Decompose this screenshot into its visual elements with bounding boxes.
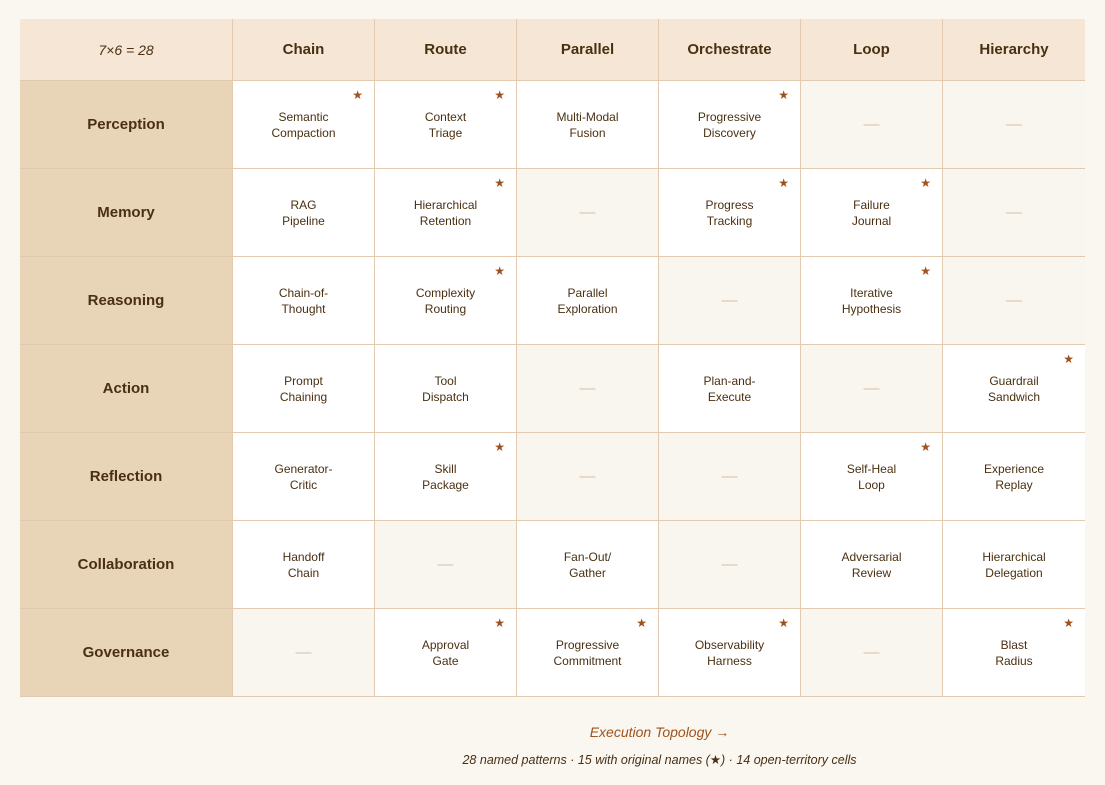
dash-icon: — xyxy=(721,467,738,485)
row-header-governance: Governance xyxy=(20,609,233,697)
column-header-route: Route xyxy=(375,19,517,81)
pattern-name: Plan-and- Execute xyxy=(703,373,756,404)
star-icon: ★ xyxy=(494,440,505,454)
star-icon: ★ xyxy=(352,88,363,102)
pattern-name: Adversarial Review xyxy=(841,549,902,580)
pattern-cell xyxy=(801,521,943,609)
pattern-cell xyxy=(517,609,659,697)
pattern-matrix xyxy=(20,19,1085,697)
pattern-name: Skill Package xyxy=(422,461,469,492)
pattern-name: Failure Journal xyxy=(851,197,892,228)
row-header-reasoning: Reasoning xyxy=(20,257,233,345)
pattern-name: Semantic Compaction xyxy=(271,109,336,140)
open-territory-cell xyxy=(659,433,801,521)
open-territory-cell xyxy=(517,345,659,433)
star-icon: ★ xyxy=(920,264,931,278)
pattern-cell xyxy=(801,433,943,521)
pattern-name: Progress Tracking xyxy=(705,197,754,228)
pattern-cell xyxy=(659,169,801,257)
dash-icon: — xyxy=(863,643,880,661)
dash-icon: — xyxy=(1006,291,1022,309)
pattern-name: Iterative Hypothesis xyxy=(841,285,902,316)
pattern-name: Approval Gate xyxy=(421,637,470,668)
pattern-name: Experience Replay xyxy=(983,461,1045,492)
row-header-reflection: Reflection xyxy=(20,433,233,521)
pattern-cell xyxy=(233,81,375,169)
star-icon: ★ xyxy=(494,88,505,102)
pattern-cell xyxy=(659,81,801,169)
pattern-cell xyxy=(517,521,659,609)
pattern-cell xyxy=(375,433,517,521)
star-icon: ★ xyxy=(778,88,789,102)
pattern-cell xyxy=(943,433,1085,521)
pattern-cell xyxy=(233,345,375,433)
dash-icon: — xyxy=(295,643,312,661)
summary-caption: 28 named patterns · 15 with original names (★) · 14 open-territory cells xyxy=(462,753,857,767)
pattern-name: Hierarchical Retention xyxy=(413,197,478,228)
column-header-hierarchy: Hierarchy xyxy=(943,19,1085,81)
open-territory-cell xyxy=(659,257,801,345)
pattern-name: Parallel Exploration xyxy=(557,285,618,316)
star-icon: ★ xyxy=(778,176,789,190)
open-territory-cell xyxy=(233,609,375,697)
pattern-cell xyxy=(375,81,517,169)
pattern-cell xyxy=(517,81,659,169)
column-header-orchestrate: Orchestrate xyxy=(659,19,801,81)
dash-icon: — xyxy=(579,203,596,221)
star-icon: ★ xyxy=(494,176,505,190)
open-territory-cell xyxy=(943,257,1085,345)
row-header-perception: Perception xyxy=(20,81,233,169)
pattern-name: Chain-of- Thought xyxy=(278,285,329,316)
open-territory-cell xyxy=(517,433,659,521)
pattern-name: Fan-Out/ Gather xyxy=(563,549,612,580)
pattern-name: Context Triage xyxy=(424,109,467,140)
open-territory-cell xyxy=(943,81,1085,169)
pattern-cell xyxy=(659,345,801,433)
pattern-name: Blast Radius xyxy=(995,637,1033,668)
matrix-dimensions-label: 7×6 = 28 xyxy=(20,19,233,81)
column-header-parallel: Parallel xyxy=(517,19,659,81)
pattern-cell xyxy=(943,345,1085,433)
pattern-cell xyxy=(659,609,801,697)
pattern-name: Progressive Discovery xyxy=(697,109,762,140)
star-icon: ★ xyxy=(1063,616,1074,630)
pattern-name: Prompt Chaining xyxy=(279,373,328,404)
pattern-name: Hierarchical Delegation xyxy=(982,549,1046,580)
pattern-cell xyxy=(233,257,375,345)
dash-icon: — xyxy=(437,555,454,573)
star-icon: ★ xyxy=(920,440,931,454)
row-header-collaboration: Collaboration xyxy=(20,521,233,609)
pattern-cell xyxy=(233,521,375,609)
open-territory-cell xyxy=(943,169,1085,257)
star-icon: ★ xyxy=(636,616,647,630)
pattern-cell xyxy=(517,257,659,345)
row-header-memory: Memory xyxy=(20,169,233,257)
dash-icon: — xyxy=(579,467,596,485)
pattern-name: Progressive Commitment xyxy=(553,637,622,668)
column-header-loop: Loop xyxy=(801,19,943,81)
row-header-action: Action xyxy=(20,345,233,433)
pattern-name: Self-Heal Loop xyxy=(846,461,897,492)
dash-icon: — xyxy=(863,379,880,397)
pattern-cell xyxy=(233,169,375,257)
pattern-name: Tool Dispatch xyxy=(422,373,469,404)
pattern-cell xyxy=(375,609,517,697)
dash-icon: — xyxy=(721,555,738,573)
dash-icon: — xyxy=(721,291,738,309)
column-header-chain: Chain xyxy=(233,19,375,81)
pattern-name: Multi-Modal Fusion xyxy=(556,109,619,140)
pattern-cell xyxy=(375,257,517,345)
topology-axis-label: Execution Topology → xyxy=(589,724,730,740)
star-icon: ★ xyxy=(494,264,505,278)
star-icon: ★ xyxy=(494,616,505,630)
open-territory-cell xyxy=(517,169,659,257)
pattern-name: Generator- Critic xyxy=(274,461,333,492)
pattern-name: RAG Pipeline xyxy=(282,197,325,228)
pattern-cell xyxy=(375,345,517,433)
pattern-name: Complexity Routing xyxy=(415,285,476,316)
open-territory-cell xyxy=(801,609,943,697)
star-icon: ★ xyxy=(778,616,789,630)
pattern-cell xyxy=(801,257,943,345)
pattern-name: Handoff Chain xyxy=(282,549,325,580)
star-icon: ★ xyxy=(920,176,931,190)
pattern-cell xyxy=(801,169,943,257)
pattern-cell xyxy=(943,609,1085,697)
star-icon: ★ xyxy=(1063,352,1074,366)
dash-icon: — xyxy=(863,115,880,133)
dash-icon: — xyxy=(1006,203,1022,221)
open-territory-cell xyxy=(801,81,943,169)
pattern-name: Observability Harness xyxy=(694,637,765,668)
open-territory-cell xyxy=(375,521,517,609)
dash-icon: — xyxy=(579,379,596,397)
pattern-cell xyxy=(233,433,375,521)
dash-icon: — xyxy=(1006,115,1022,133)
pattern-cell xyxy=(375,169,517,257)
pattern-cell xyxy=(943,521,1085,609)
pattern-name: Guardrail Sandwich xyxy=(987,373,1041,404)
open-territory-cell xyxy=(801,345,943,433)
open-territory-cell xyxy=(659,521,801,609)
